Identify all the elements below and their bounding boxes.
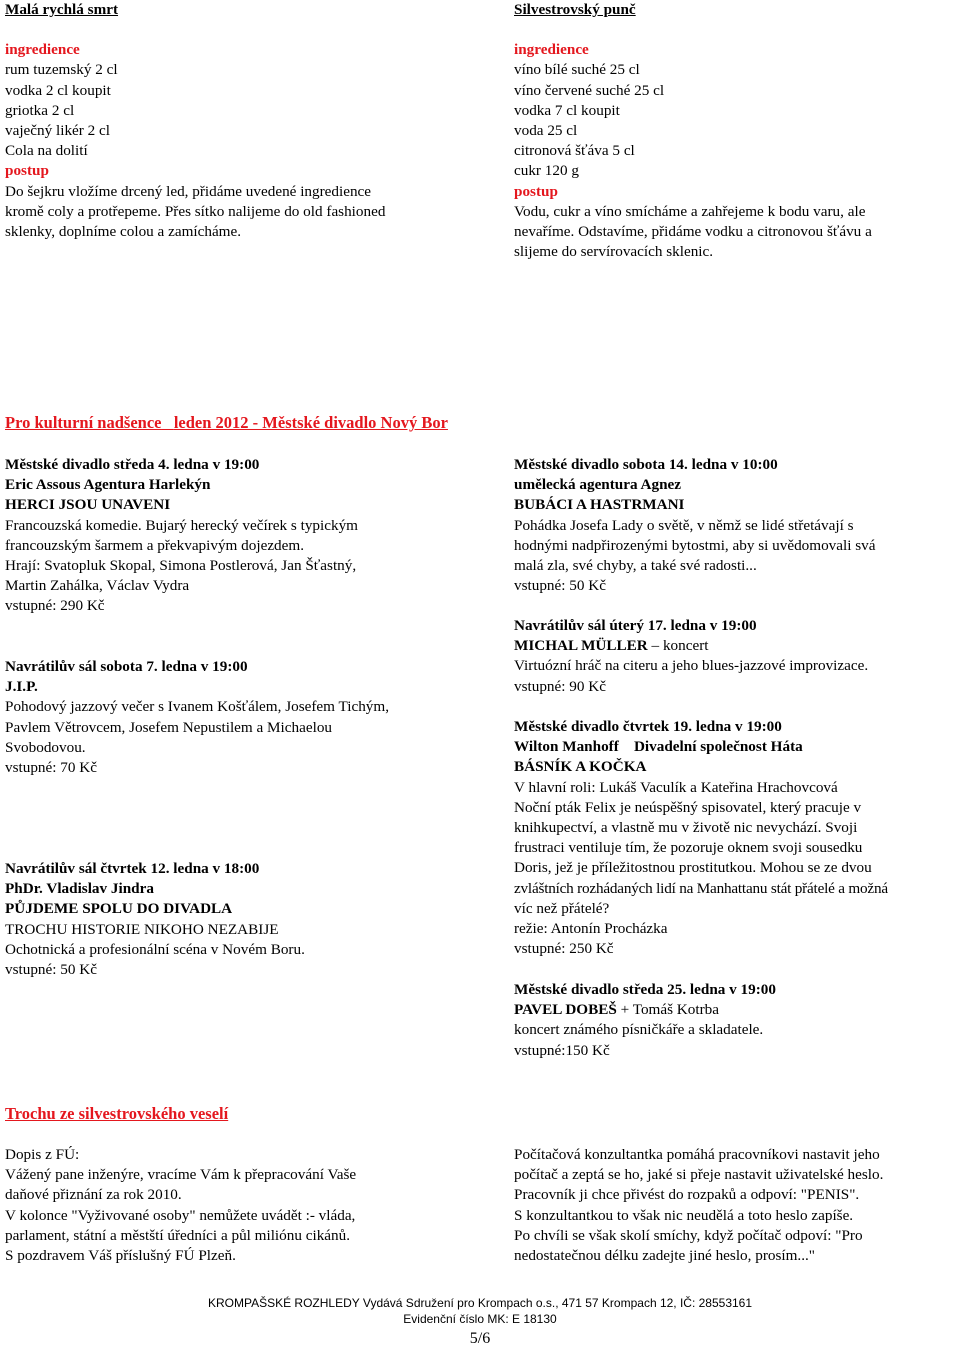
event-text-line: Pohádka Josefa Lady o světě, v němž se lidé střetávají s [514, 516, 854, 534]
event-text-line: zvláštních rozhádaných lidí na Manhattanu stát přátelé a možná [514, 879, 888, 897]
event-heading-line: umělecká agentura Agnez [514, 476, 682, 494]
event-title: J.I.P. [5, 678, 38, 696]
event-text-line: Martin Zahálka, Václav Vydra [5, 577, 190, 595]
event-price: vstupné: 90 Kč [514, 677, 606, 695]
footer-registration: Evidenční číslo MK: E 18130 [403, 1312, 557, 1326]
recipe-silvestrovsky-punc [514, 0, 872, 262]
event-director: režie: Antonín Procházka [514, 920, 668, 938]
event-title-suffix: + Tomáš Kotrba [616, 1001, 719, 1019]
event-heading-line: Eric Assous Agentura Harlekýn [5, 476, 211, 494]
event-title: PŮJDEME SPOLU DO DIVADLA [5, 900, 233, 918]
event-right-3 [514, 717, 888, 959]
event-heading-line: Navrátilův sál úterý 17. ledna v 19:00 [514, 617, 757, 634]
event-price: vstupné: 250 Kč [514, 940, 614, 958]
ingredient-line: citronová šťáva 5 cl [514, 142, 635, 160]
ingredient-line: víno bílé suché 25 cl [514, 61, 640, 79]
event-title: PAVEL DOBEŠ [514, 1001, 617, 1019]
procedure-line: Do šejkru vložíme drcený led, přidáme uvedené ingredience [5, 182, 372, 200]
event-heading-line: PhDr. Vladislav Jindra [5, 880, 154, 898]
event-title: MICHAL MÜLLER [514, 637, 648, 655]
procedure-label: postup [514, 182, 558, 200]
humor-right [514, 1145, 883, 1266]
recipe-title: Malá rychlá smrt [5, 1, 119, 18]
procedure-line: sklenky, doplníme colou a zamícháme. [5, 223, 242, 241]
humor-line: S konzultantkou to však nic neudělá a toto heslo zapíše. [514, 1206, 854, 1224]
event-left-2 [5, 657, 389, 778]
ingredient-line: vaječný likér 2 cl [5, 122, 110, 140]
event-text-line: Hrají: Svatopluk Skopal, Simona Postlerová, Jan Šťastný, [5, 557, 357, 575]
event-text-line: hodnými nadpřirozenými bytostmi, aby si uvědomovali svá [514, 536, 876, 554]
event-right-4 [514, 980, 776, 1061]
ingredient-line: víno červené suché 25 cl [514, 81, 665, 99]
recipe-title: Silvestrovský punč [514, 1, 636, 18]
event-heading-line: Městské divadlo čtvrtek 19. ledna v 19:00 [514, 718, 782, 735]
event-text-line: Svobodovou. [5, 738, 86, 756]
event-left-3 [5, 859, 305, 980]
procedure-line: Vodu, cukr a víno smícháme a zahřejeme k bodu varu, ale [514, 202, 866, 220]
humor-heading: Trochu ze silvestrovského veselí [5, 1104, 229, 1123]
footer [0, 1295, 960, 1349]
event-title-line [514, 636, 868, 656]
event-price: vstupné: 50 Kč [514, 577, 606, 595]
event-heading-line: Městské divadlo sobota 14. ledna v 10:00 [514, 456, 778, 473]
event-text-line: Francouzská komedie. Bujarý herecký večírek s typickým [5, 516, 358, 534]
humor-line: Počítačová konzultantka pomáhá pracovníkovi nastavit jeho [514, 1146, 880, 1163]
procedure-label: postup [5, 162, 49, 180]
event-text-line: Noční pták Felix je neúspěšný spisovatel, který pracuje v [514, 798, 862, 816]
humor-line: S pozdravem Váš příslušný FÚ Plzeň. [5, 1247, 236, 1265]
event-heading-line: Městské divadlo středa 25. ledna v 19:00 [514, 981, 776, 998]
event-title-line [514, 1000, 776, 1020]
event-text-line: frustraci ventiluje tím, že pozoruje oknem svoji sousedku [514, 839, 863, 857]
event-heading-line: Městské divadlo středa 4. ledna v 19:00 [5, 456, 260, 473]
event-price: vstupné: 290 Kč [5, 597, 105, 615]
humor-line: Dopis z FÚ: [5, 1146, 80, 1163]
event-title: BÁSNÍK A KOČKA [514, 758, 647, 776]
ingredient-line: Cola na dolití [5, 142, 88, 160]
humor-line: nedostatečnou délku zadejte jiné heslo, prosím..." [514, 1247, 816, 1265]
humor-line: Vážený pane inženýre, vracíme Vám k přepracování Vaše [5, 1166, 357, 1184]
humor-left [5, 1145, 356, 1266]
procedure-line: slijeme do servírovacích sklenic. [514, 243, 714, 261]
event-heading-line: Wilton Manhoff Divadelní společnost Háta [514, 738, 803, 756]
event-text-line: V hlavní roli: Lukáš Vaculík a Kateřina Hrachovcová [514, 778, 838, 796]
humor-line: daňové přiznání za rok 2010. [5, 1186, 182, 1204]
event-text-line: Pavlem Větrovcem, Josefem Nepustilem a Michaelou [5, 718, 333, 736]
event-text-line: knihkupectví, a vlastně mu v životě nic nevychází. Svoji [514, 819, 858, 837]
ingredients-label: ingredience [5, 41, 80, 59]
event-text-line: francouzským šarmem a překvapivým dojezdem. [5, 536, 305, 554]
procedure-line: nevaříme. Odstavíme, přidáme vodku a citronovou šťávu a [514, 223, 872, 241]
event-price: vstupné: 50 Kč [5, 961, 97, 979]
event-text-line: Doris, jež je příležitostnou prostitutkou. Mohou se ze dvou [514, 859, 872, 877]
page-number: 5/6 [469, 1330, 491, 1347]
ingredient-line: vodka 7 cl koupit [514, 101, 620, 119]
event-title-suffix: – koncert [647, 637, 709, 655]
event-text-line: Pohodový jazzový večer s Ivanem Košťálem, Josefem Tichým, [5, 698, 389, 716]
event-text-line: koncert známého písničkáře a skladatele. [514, 1021, 764, 1039]
ingredient-line: griotka 2 cl [5, 101, 75, 119]
ingredients-label: ingredience [514, 41, 589, 59]
humor-line: parlament, státní a městští úředníci a půl miliónu cikánů. [5, 1226, 351, 1244]
humor-line: V kolonce "Vyživované osoby" nemůžete uvádět :- vláda, [5, 1206, 356, 1224]
event-text-line: víc než přátelé? [514, 899, 610, 917]
event-text-line: Virtuózní hráč na citeru a jeho blues-jazzové improvizace. [514, 657, 869, 675]
event-right-1 [514, 455, 876, 596]
event-heading-line: Navrátilův sál čtvrtek 12. ledna v 18:00 [5, 860, 260, 877]
footer-publisher: KROMPAŠSKÉ ROZHLEDY Vydává Sdružení pro Krompach o.s., 471 57 Krompach 12, IČ: 28553161 [207, 1296, 753, 1310]
ingredient-line: voda 25 cl [514, 122, 578, 140]
culture-heading-part2: leden 2012 - Městské divadlo Nový Bor [173, 413, 448, 432]
event-text-line: malá zla, své chyby, a také své radosti... [514, 557, 757, 575]
event-left-1 [5, 455, 358, 617]
event-right-2 [514, 616, 868, 697]
procedure-line: kromě coly a protřepeme. Přes sítko nalijeme do old fashioned [5, 202, 386, 220]
event-text-line: Ochotnická a profesionální scéna v Novém Boru. [5, 940, 305, 958]
event-price: vstupné: 70 Kč [5, 759, 97, 777]
recipe-mala-rychla-smrt [5, 0, 385, 242]
culture-heading-part1: Pro kulturní nadšence [5, 413, 162, 432]
event-heading-line: Navrátilův sál sobota 7. ledna v 19:00 [5, 658, 248, 675]
humor-line: Po chvíli se však skolí smíchy, když počítač odpoví: "Pro [514, 1226, 863, 1244]
ingredient-line: vodka 2 cl koupit [5, 81, 111, 99]
culture-heading [5, 413, 448, 433]
event-title: BUBÁCI A HASTRMANI [514, 496, 685, 514]
event-price: vstupné:150 Kč [514, 1041, 610, 1059]
humor-line: počítač a zeptá se ho, jaké si přeje nastavit uživatelské heslo. [514, 1166, 884, 1184]
humor-line: Pracovník ji chce přivést do rozpaků a odpoví: "PENIS". [514, 1186, 860, 1204]
ingredient-line: rum tuzemský 2 cl [5, 61, 118, 79]
ingredient-line: cukr 120 g [514, 162, 579, 180]
event-title: HERCI JSOU UNAVENI [5, 496, 171, 514]
event-text-line: TROCHU HISTORIE NIKOHO NEZABIJE [5, 920, 279, 938]
